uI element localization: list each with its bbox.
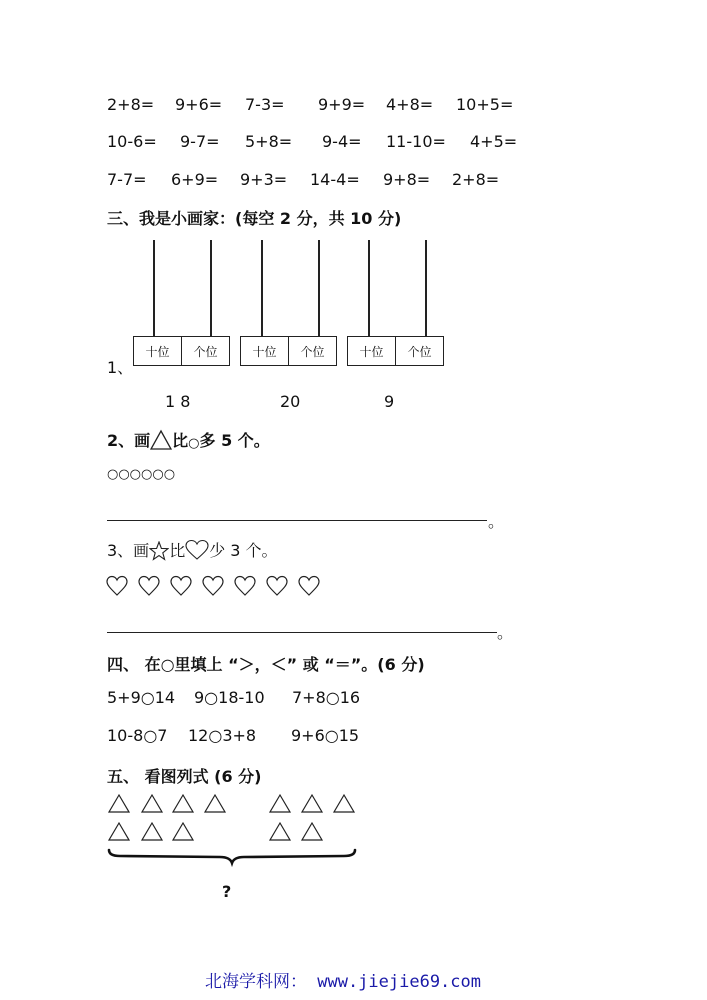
tens-label: 十位 (252, 344, 277, 359)
question-3-mid: 比 (169, 541, 186, 560)
tens-label: 十位 (145, 344, 170, 359)
triangle-icon (270, 795, 290, 812)
heart-icon (299, 577, 319, 596)
triangle-icon (205, 795, 225, 812)
abacus-number: 9 (384, 392, 395, 411)
equation: 9+3= (240, 170, 288, 189)
comparison: 5+9○14 (107, 688, 176, 707)
abacus-rod (210, 240, 212, 336)
question-mark: ? (222, 882, 232, 901)
abacus-rod (261, 240, 263, 336)
footer-watermark: 北海学科网： www.jiejie69.com (205, 972, 481, 992)
hearts-row (106, 574, 326, 602)
abacus-number: 20 (280, 392, 301, 411)
comparison: 12○3+8 (188, 726, 257, 745)
heart-icon (139, 577, 159, 596)
answer-period: 。 (488, 512, 505, 531)
equation: 6+9= (171, 170, 219, 189)
section-3-heading: 三、我是小画家：(每空 2 分，共 10 分) (107, 209, 402, 228)
equation: 5+8= (245, 132, 293, 151)
equation: 11-10= (386, 132, 446, 151)
ones-label: 个位 (181, 337, 229, 365)
circle-icon: ○ (188, 436, 200, 451)
triangle-icon (302, 823, 322, 840)
equation: 4+8= (386, 95, 434, 114)
triangle-picture (100, 790, 370, 870)
abacus-rod (153, 240, 155, 336)
place-value-box (240, 336, 337, 366)
heart-icon (171, 577, 191, 596)
section-4-heading: 四、 在○里填上 “＞，＜” 或 “＝”。(6 分) (107, 655, 425, 674)
answer-line (107, 520, 487, 521)
equation: 2+8= (107, 95, 155, 114)
question-2-suffix: 多 5 个。 (199, 431, 270, 450)
triangle-icon (270, 823, 290, 840)
comparison: 9+6○15 (291, 726, 360, 745)
triangle-icon (173, 823, 193, 840)
question-2 (107, 428, 270, 451)
heart-icon (185, 539, 209, 561)
equation: 7-3= (245, 95, 285, 114)
equation: 4+5= (470, 132, 518, 151)
question-2-mid: 比 (172, 431, 189, 450)
triangle-icon (109, 795, 129, 812)
place-value-box (133, 336, 230, 366)
question-3-suffix: 少 3 个。 (209, 541, 278, 560)
equation: 10+5= (456, 95, 514, 114)
question-3-prefix: 3、画 (107, 541, 150, 560)
circles-row: ○○○○○○ (107, 467, 176, 482)
comparison: 7+8○16 (292, 688, 361, 707)
abacus-number: 1 8 (165, 392, 191, 411)
heart-icon (203, 577, 223, 596)
equation: 14-4= (310, 170, 360, 189)
equation: 9-7= (180, 132, 220, 151)
equation: 10-6= (107, 132, 157, 151)
ones-label: 个位 (395, 337, 443, 365)
answer-line (107, 632, 497, 633)
triangle-icon (109, 823, 129, 840)
answer-period: 。 (497, 623, 514, 642)
abacus-rod (425, 240, 427, 336)
triangle-icon (302, 795, 322, 812)
place-value-box (347, 336, 444, 366)
equation: 9+9= (318, 95, 366, 114)
comparison: 9○18-10 (194, 688, 265, 707)
triangle-icon (150, 429, 172, 451)
hearts-group (106, 574, 326, 598)
heart-icon (235, 577, 255, 596)
abacus-rod (368, 240, 370, 336)
equation: 9-4= (322, 132, 362, 151)
comparison: 10-8○7 (107, 726, 168, 745)
question-2-prefix: 2、画 (107, 431, 151, 450)
equation: 7-7= (107, 170, 147, 189)
star-icon (149, 541, 169, 561)
brace (109, 850, 355, 863)
equation: 2+8= (452, 170, 500, 189)
section-5-heading: 五、 看图列式 (6 分) (107, 767, 262, 786)
question-1-label: 1、 (107, 358, 134, 377)
equation: 9+8= (383, 170, 431, 189)
question-3 (107, 538, 278, 561)
equation: 9+6= (175, 95, 223, 114)
ones-label: 个位 (288, 337, 336, 365)
triangle-icon (173, 795, 193, 812)
heart-icon (107, 577, 127, 596)
heart-icon (267, 577, 287, 596)
triangle-icon (142, 795, 162, 812)
abacus-rod (318, 240, 320, 336)
triangle-icon (334, 795, 354, 812)
triangle-icon (142, 823, 162, 840)
tens-label: 十位 (359, 344, 384, 359)
